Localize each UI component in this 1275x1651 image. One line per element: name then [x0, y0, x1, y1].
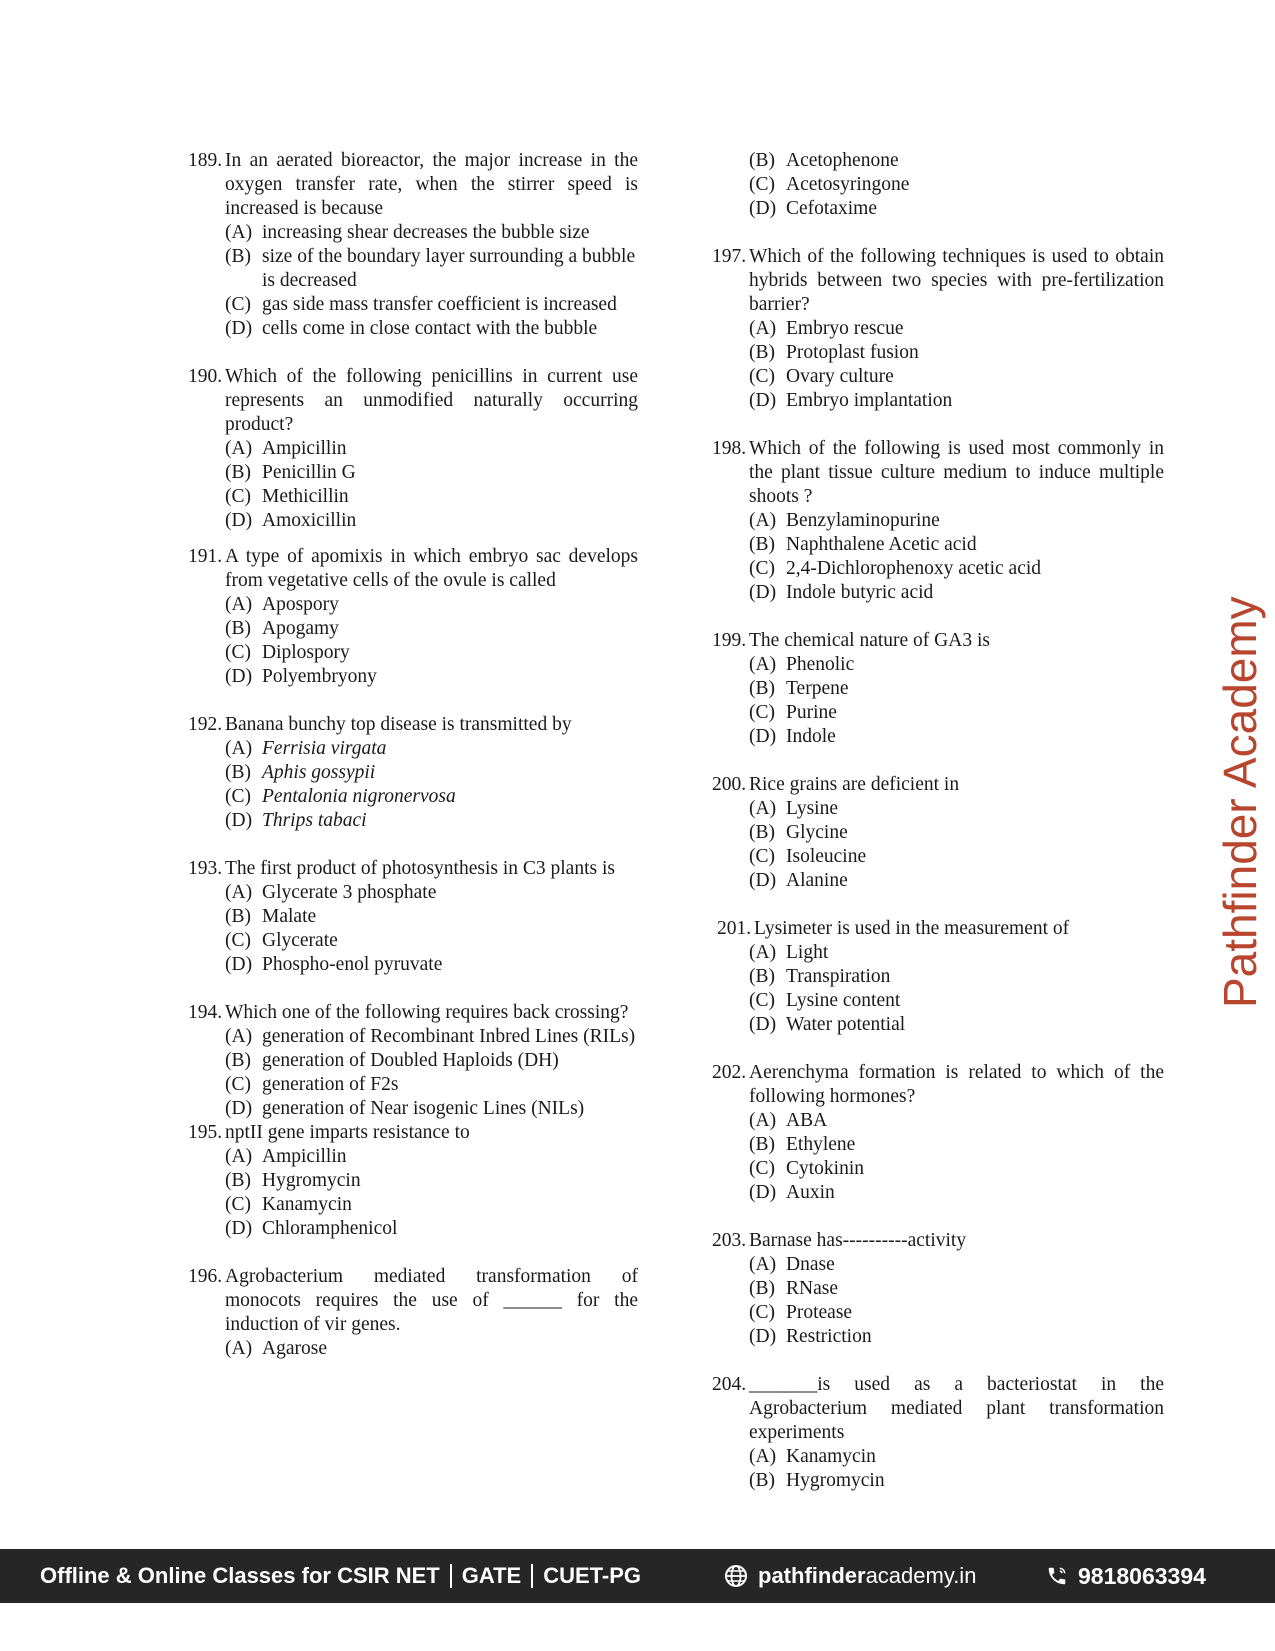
footer-website[interactable]	[724, 1549, 976, 1603]
question-189	[188, 149, 638, 341]
question-number: 190.	[188, 366, 223, 387]
option: (D) Embryo implantation	[749, 390, 953, 411]
option: (D) Amoxicillin	[225, 510, 357, 531]
question-number: 189.	[188, 150, 223, 171]
option: (C) Purine	[749, 702, 837, 723]
watermark-text: Pathfinder Academy	[1214, 596, 1266, 1008]
question-number: 197.	[712, 246, 747, 267]
option: (B) RNase	[749, 1278, 838, 1299]
option: (C) Cytokinin	[749, 1158, 865, 1179]
option: (A) Benzylaminopurine	[749, 510, 940, 531]
question-192	[188, 713, 638, 833]
option: (D) Auxin	[749, 1182, 835, 1203]
footer-tagline: Offline & Online Classes for CSIR NET	[40, 1563, 440, 1588]
question-number: 198.	[712, 438, 747, 459]
option: (A) Light	[749, 942, 829, 963]
phone-icon	[1046, 1565, 1068, 1587]
watermark	[1213, 592, 1267, 1012]
question-text: Rice grains are deficient in	[749, 774, 960, 795]
question-text: The chemical nature of GA3 is	[749, 630, 990, 651]
option: (C) Isoleucine	[749, 846, 867, 867]
question-198	[712, 437, 1164, 605]
option: (C) gas side mass transfer coefficient is increased	[225, 294, 617, 315]
question-number: 193.	[188, 858, 223, 879]
question-number: 191.	[188, 546, 223, 567]
option: (C) Methicillin	[225, 486, 349, 507]
question-196	[188, 1265, 638, 1361]
option: (B) generation of Doubled Haploids (DH)	[225, 1050, 559, 1071]
option: (B) Protoplast fusion	[749, 342, 919, 363]
question-number: 196.	[188, 1266, 223, 1287]
divider	[531, 1564, 533, 1588]
option: (A) Phenolic	[749, 654, 855, 675]
option: (A) Lysine	[749, 798, 838, 819]
question-text: Barnase has----------activity	[749, 1230, 967, 1251]
option: (A) Ferrisia virgata	[225, 738, 387, 759]
question-202	[712, 1061, 1164, 1205]
divider	[450, 1564, 452, 1588]
left-column	[188, 149, 638, 1361]
question-number: 195.	[188, 1122, 223, 1143]
option: (C) Diplospory	[225, 642, 350, 663]
question-number: 192.	[188, 714, 223, 735]
option: (B) Terpene	[749, 678, 849, 699]
footer-phone[interactable]	[1046, 1549, 1206, 1603]
option: (B) Malate	[225, 906, 317, 927]
option: (D) generation of Near isogenic Lines (NILs)	[225, 1098, 585, 1119]
option: (B) Ethylene	[749, 1134, 856, 1155]
option: (D) cells come in close contact with the bubble	[225, 318, 598, 339]
question-text: Agrobacterium mediated transformation of monocots requires the use of ______ for the induction of vir genes.	[225, 1266, 638, 1335]
option: (D) Phospho-enol pyruvate	[225, 954, 443, 975]
question-190	[188, 365, 638, 533]
option: (D) Restriction	[749, 1326, 872, 1347]
option: (D) Alanine	[749, 870, 848, 891]
phone-number: 9818063394	[1078, 1563, 1206, 1589]
question-201	[712, 917, 1164, 1037]
right-column	[712, 149, 1164, 1493]
option: (C) Lysine content	[749, 990, 901, 1011]
option: (A) Apospory	[225, 594, 339, 615]
question-199	[712, 629, 1164, 749]
option: (C) 2,4-Dichlorophenoxy acetic acid	[749, 558, 1042, 579]
question-number: 203.	[712, 1230, 747, 1251]
question-text: Lysimeter is used in the measurement of	[754, 918, 1070, 939]
option: (C) generation of F2s	[225, 1074, 399, 1095]
option: (D) Polyembryony	[225, 666, 377, 687]
question-204	[712, 1373, 1164, 1493]
option: (C) Glycerate	[225, 930, 338, 951]
website-bold: pathfinder	[758, 1563, 866, 1588]
option: (D) Water potential	[749, 1014, 906, 1035]
option: (A) Agarose	[225, 1338, 327, 1359]
option: (B) Acetophenone	[749, 150, 899, 171]
question-number: 204.	[712, 1374, 747, 1395]
option: (D) Thrips tabaci	[225, 810, 367, 831]
option: (B) Transpiration	[749, 966, 891, 987]
option: (A) Kanamycin	[749, 1446, 876, 1467]
website-rest: academy.in	[865, 1563, 977, 1588]
question-text: Which one of the following requires back crossing?	[225, 1002, 629, 1023]
globe-icon	[724, 1564, 748, 1588]
option: (B) Naphthalene Acetic acid	[749, 534, 977, 555]
option: (C) Ovary culture	[749, 366, 894, 387]
option: (B) size of the boundary layer surrounding a bubble is decreased	[225, 246, 636, 291]
option: (A) Embryo rescue	[749, 318, 904, 339]
option: (A) generation of Recombinant Inbred Lines (RILs)	[225, 1026, 636, 1047]
option: (D) Indole	[749, 726, 836, 747]
option: (A) increasing shear decreases the bubble size	[225, 222, 590, 243]
question-text: Banana bunchy top disease is transmitted by	[225, 714, 572, 735]
question-197	[712, 245, 1164, 413]
option: (A) Glycerate 3 phosphate	[225, 882, 437, 903]
option: (B) Penicillin G	[225, 462, 356, 483]
question-193	[188, 857, 638, 977]
option: (B) Aphis gossypii	[225, 762, 376, 783]
option: (D) Indole butyric acid	[749, 582, 934, 603]
question-195	[188, 1121, 638, 1241]
footer-exam-gate: GATE	[461, 1563, 522, 1588]
option: (B) Apogamy	[225, 618, 339, 639]
option: (C) Acetosyringone	[749, 174, 910, 195]
question-text: Which of the following penicillins in current use represents an unmodified naturally occurring product?	[225, 366, 638, 435]
question-200	[712, 773, 1164, 893]
option: (A) Ampicillin	[225, 1146, 347, 1167]
question-number: 201.	[717, 918, 752, 939]
question-196-continued-options	[712, 149, 1164, 221]
option: (C) Pentalonia nigronervosa	[225, 786, 456, 807]
question-text: _______is used as a bacteriostat in the Agrobacterium mediated plant transformation experiments	[749, 1374, 1164, 1443]
question-191	[188, 545, 638, 689]
question-number: 194.	[188, 1002, 223, 1023]
question-text: nptII gene imparts resistance to	[225, 1122, 470, 1143]
option: (C) Protease	[749, 1302, 853, 1323]
option: (A) Ampicillin	[225, 438, 347, 459]
option: (D) Chloramphenicol	[225, 1218, 398, 1239]
option: (D) Cefotaxime	[749, 198, 877, 219]
question-text: In an aerated bioreactor, the major increase in the oxygen transfer rate, when the stirrer speed is increased is because	[225, 150, 638, 219]
question-text: The first product of photosynthesis in C3 plants is	[225, 858, 615, 879]
question-203	[712, 1229, 1164, 1349]
question-number: 202.	[712, 1062, 747, 1083]
question-194	[188, 1001, 638, 1121]
footer-banner	[0, 1549, 1275, 1603]
question-text: Aerenchyma formation is related to which of the following hormones?	[749, 1062, 1164, 1107]
question-text: A type of apomixis in which embryo sac develops from vegetative cells of the ovule is called	[225, 546, 638, 591]
option: (A) Dnase	[749, 1254, 835, 1275]
question-text: Which of the following is used most commonly in the plant tissue culture medium to induce multiple shoots ?	[749, 438, 1164, 507]
option: (B) Hygromycin	[225, 1170, 361, 1191]
question-number: 199.	[712, 630, 747, 651]
option: (C) Kanamycin	[225, 1194, 352, 1215]
option: (B) Hygromycin	[749, 1470, 885, 1491]
question-number: 200.	[712, 774, 747, 795]
footer-exam-cuet: CUET-PG	[543, 1563, 642, 1588]
option: (B) Glycine	[749, 822, 848, 843]
question-text: Which of the following techniques is used to obtain hybrids between two species with pre-fertilization barrier?	[749, 246, 1164, 315]
option: (A) ABA	[749, 1110, 828, 1131]
